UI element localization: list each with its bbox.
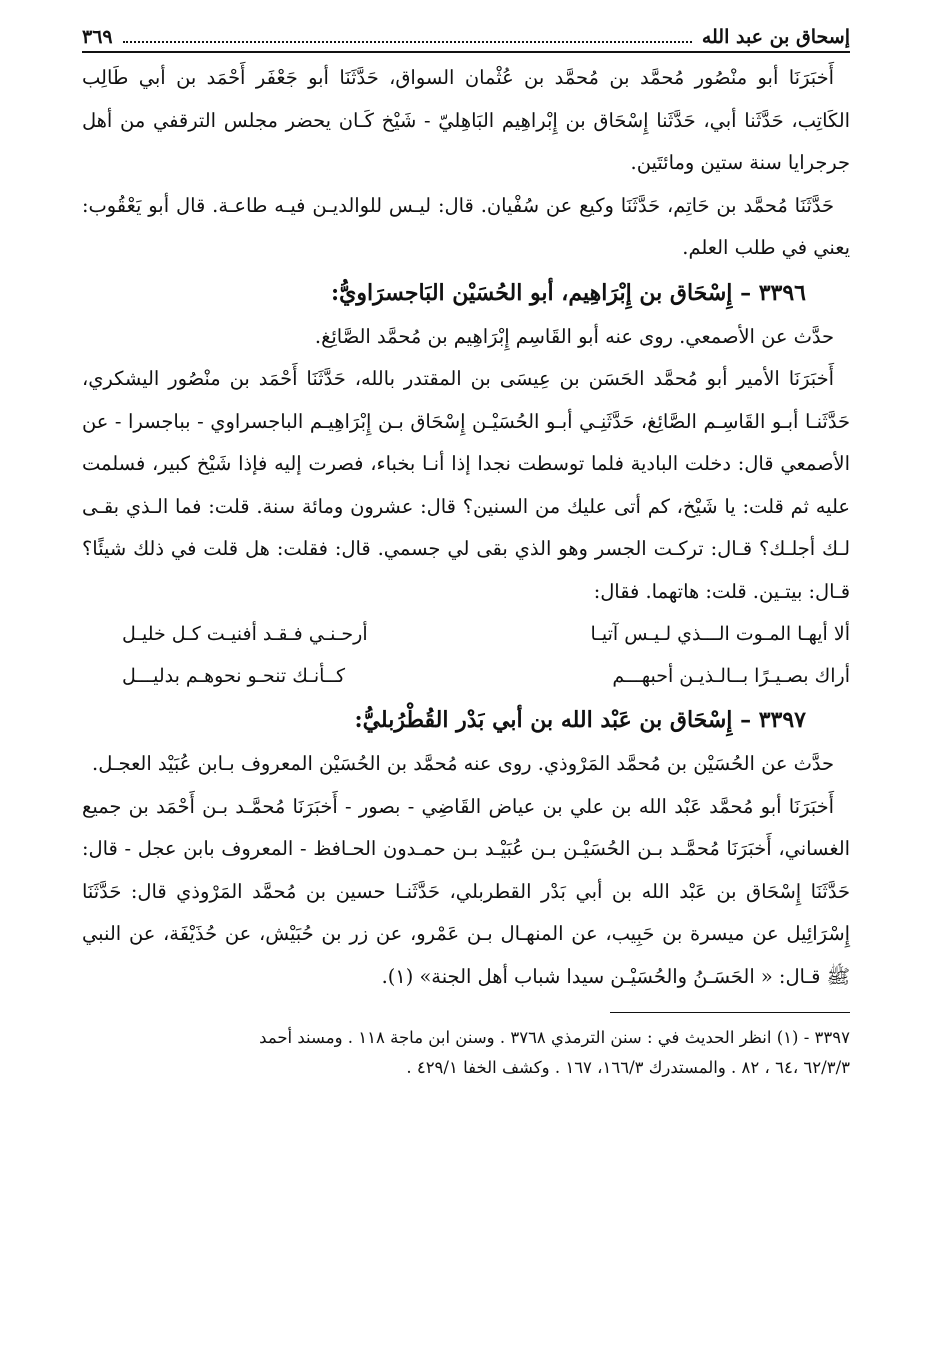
footnote-line: ٣٣٩٧ - (١) انظر الحديث في : سنن الترمذي ٣٧٦٨ . وسنن ابن ماجة ١١٨ . ومسند أحمد [259,1028,850,1047]
header-title: إسحاق بن عبد الله [701,26,850,48]
paragraph: حدَّث عن الأصمعي. روى عنه أبو القَاسِم إِبْرَاهِيم بن مُحمَّد الصَّائِغ. [314,324,834,348]
poem [82,613,850,697]
poem-verse [122,613,850,655]
verse-first-hemistich: أراك بصـيـرًا بــالـذيـن أحبهـــم [612,665,850,687]
verse-second-hemistich: أرحـنـي فـقـد أفنيـت كـل خليـل [122,623,368,645]
entry-heading-3396: ٣٣٩٦ – إِسْحَاق بن إِبْرَاهِيم، أبو الحُسَيْن البَاجسرَاويُّ: [331,279,806,306]
paragraph: أَخبَرَنَا أبو منْصُور مُحمَّد بن مُحمَّد بن عُثْمان السواق، حَدَّثَنَا أبو جَعْفَر أَحْمَد بن أبي طَالِب الكَاتِب، حَدَّثَنا أبي، حَدَّثَنا إِسْحَاق بن إِبْراهِيم البَاهِليّ - شَيْخ كَـان يحضر مجلس الترقفي من أهل جرجرايا سنة ستين ومائتَين. [82,66,850,174]
paragraph: أَخبَرَنَا الأمير أبو مُحمَّد الحَسَن بن عِيسَى بن المقتدر بالله، حَدَّثَنَا أَحْمَد بن منْصُور اليشكري، حَدَّثَنـا أبـو القَاسِـم الصَّائِغ، حَدَّثَنِـي أبـو الحُسَيْـن إِسْحَاق بـن إِبْرَاهِيـم الباجسراوي - بباجسرا - عن الأصمعي قال: دخلت البادية فلما توسطت نجدا إذا أنـا بخباء، فصرت إليه فإذا شَيْخ كبير، فسلمت عليه ثم قلت: يا شَيْخ، كم أتى عليك من السنين؟ قال: عشرون ومائة سنة. قلت: فما الـذي بقـى لـك أجلـك؟ قـال: تركـت الجسر وهو الذي بقى لي جسمي. قال: فقلت: هل قلت في ذلك شيئًا؟ قـال: بيتـين. قلت: هاتهما. فقال: [82,367,850,603]
book-page [82,26,850,1083]
page-number: ٣٦٩ [82,26,113,48]
running-header [82,26,850,53]
paragraph: أَخبَرَنَا أبو مُحمَّد عَبْد الله بن علي بن عياض القَاضِي - بصور - أَخبَرَنَا مُحمَّـد بـن أَحْمَد بن جميع الغساني، أَخبَرَنَا مُحمَّـد بـن الحُسَيْـن بـن عُبَيْـد بـن حمـدون الحـافظ - المعروف بابن عجل - قال: حَدَّثَنَا إِسْحَاق بن عَبْد الله بن أبي بَدْر القطربلي، حَدَّثَنـا حسين بن مُحمَّد المَرْوذي قال: حَدَّثَنَا إِسْرَائِيل عن ميسرة بن حَبِيب، عن المنهـال بـن عَمْرو، عن زر بن حُبَيْش، عن حُذَيْفَة، عن النبي ﷺ قـال: « الحَسَـنُ والحُسَيْـن سيدا شباب أهل الجنة» (١). [82,794,850,988]
paragraph: حَدَّثَنَا مُحمَّد بن حَاتِم، حَدَّثَنَا وكيع عن سُفْيان. قال: ليـس للوالديـن فيـه طاعـة. قال أبو يَعْقُوب: يعني في طلب العلم. [82,193,850,259]
paragraph: حدَّث عن الحُسَيْن بن مُحمَّد المَرْوذي. روى عنه مُحمَّد بن الحُسَيْن المعروف بـابن عُبَيْد العجـل. [92,752,834,775]
footnote-line: ٦٢/٣/٣ ،٦٤ ، ٨٢ . والمستدرك ١٦٦/٣، ١٦٧ . وكشف الخفا ٤٢٩/١ . [406,1058,850,1077]
poem-verse [122,655,850,697]
verse-second-hemistich: كــأنـك تنحـو نحوهـم بدليـــل [122,665,346,687]
footnote-separator [610,1012,850,1013]
header-dotted-leader [123,31,692,43]
entry-heading-3397: ٣٣٩٧ – إِسْحَاق بن عَبْد الله بن أبي بَدْر القُطْرُبليُّ: [354,707,806,733]
verse-first-hemistich: ألا أيهـا المـوت الـــذي لـيـس آتيـا [590,623,850,645]
